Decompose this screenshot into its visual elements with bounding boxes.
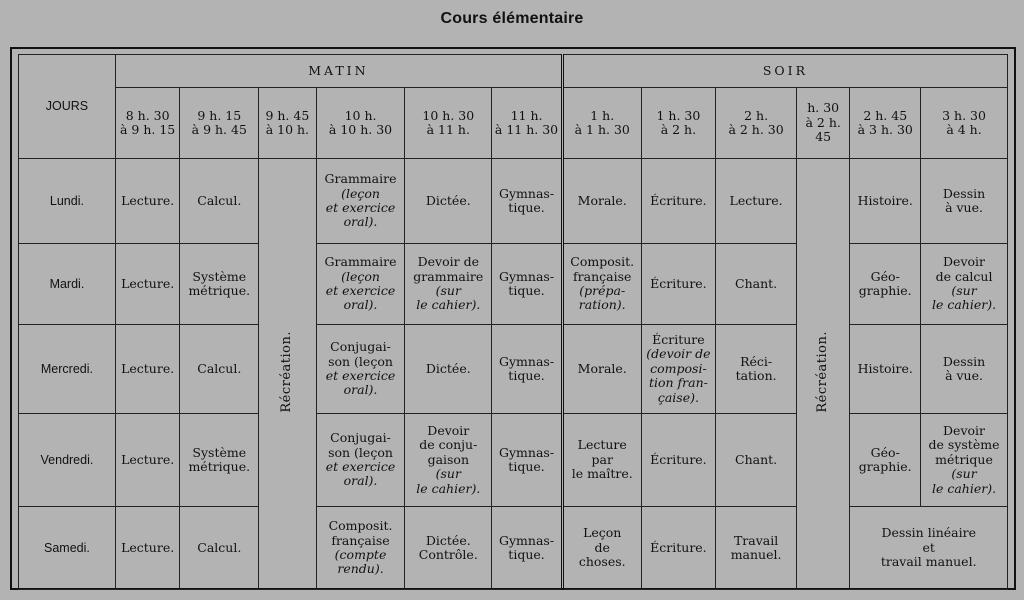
lesson-cell: Dessin à vue. xyxy=(921,325,1008,414)
lesson-cell: Grammaire (leçon et exercice oral). xyxy=(316,244,405,325)
lesson-cell: Dessin linéaire et travail manuel. xyxy=(850,507,1008,590)
time-slot: 2 h. 45 à 3 h. 30 xyxy=(850,88,921,159)
day-label: Mardi. xyxy=(19,244,116,325)
day-label: Vendredi. xyxy=(19,414,116,507)
day-label: Mercredi. xyxy=(19,325,116,414)
lesson-cell: Leçon de choses. xyxy=(562,507,641,590)
lesson-cell: Calcul. xyxy=(180,325,259,414)
lesson-cell: Lecture. xyxy=(716,159,797,244)
lesson-cell: Écriture. xyxy=(641,414,716,507)
matin-header: MATIN xyxy=(115,55,562,88)
lesson-cell: Lecture. xyxy=(115,244,180,325)
lesson-cell: Lecture. xyxy=(115,507,180,590)
lesson-cell: Chant. xyxy=(716,414,797,507)
lesson-cell: Histoire. xyxy=(850,325,921,414)
jours-header: JOURS xyxy=(19,55,116,159)
recreation-morning: Récréation. xyxy=(259,159,317,590)
lesson-cell: Devoir de grammaire (sur le cahier). xyxy=(405,244,492,325)
soir-header: SOIR xyxy=(562,55,1007,88)
lesson-cell: Écriture. xyxy=(641,507,716,590)
lesson-cell: Lecture. xyxy=(115,325,180,414)
lesson-cell: Dictée. Contrôle. xyxy=(405,507,492,590)
lesson-cell: Calcul. xyxy=(180,159,259,244)
lesson-cell: Composit. française (prépa- ration). xyxy=(562,244,641,325)
lesson-cell: Conjugai- son (leçon et exercice oral). xyxy=(316,414,405,507)
table-row xyxy=(19,507,1008,590)
lesson-cell: Dictée. xyxy=(405,159,492,244)
time-slot: 9 h. 15 à 9 h. 45 xyxy=(180,88,259,159)
time-slot: 3 h. 30 à 4 h. xyxy=(921,88,1008,159)
lesson-cell: Devoir de système métrique (sur le cahier). xyxy=(921,414,1008,507)
lesson-cell: Dictée. xyxy=(405,325,492,414)
lesson-cell: Géo- graphie. xyxy=(850,244,921,325)
lesson-cell: Gymnas- tique. xyxy=(492,244,563,325)
time-slot: 1 h. 30 à 2 h. xyxy=(641,88,716,159)
lesson-cell: Morale. xyxy=(562,159,641,244)
lesson-cell: Lecture par le maître. xyxy=(562,414,641,507)
lesson-cell: Travail manuel. xyxy=(716,507,797,590)
lesson-cell: Devoir de conju- gaison (sur le cahier). xyxy=(405,414,492,507)
lesson-cell: Gymnas- tique. xyxy=(492,159,563,244)
table-row xyxy=(19,244,1008,325)
lesson-cell: Lecture. xyxy=(115,159,180,244)
lesson-cell: Système métrique. xyxy=(180,414,259,507)
lesson-cell: Gymnas- tique. xyxy=(492,507,563,590)
lesson-cell: Conjugai- son (leçon et exercice oral). xyxy=(316,325,405,414)
lesson-cell: Géo- graphie. xyxy=(850,414,921,507)
lesson-cell: Écriture. xyxy=(641,244,716,325)
time-slot: 9 h. 45 à 10 h. xyxy=(259,88,317,159)
time-slot: h. 30 à 2 h. 45 xyxy=(796,88,849,159)
time-slot: 10 h. à 10 h. 30 xyxy=(316,88,405,159)
lesson-cell: Réci- tation. xyxy=(716,325,797,414)
lesson-cell: Écriture. xyxy=(641,159,716,244)
lesson-cell: Écriture (devoir de composi- tion fran- çaise). xyxy=(641,325,716,414)
lesson-cell: Grammaire (leçon et exercice oral). xyxy=(316,159,405,244)
lesson-cell: Calcul. xyxy=(180,507,259,590)
lesson-cell: Devoir de calcul (sur le cahier). xyxy=(921,244,1008,325)
time-slot: 2 h. à 2 h. 30 xyxy=(716,88,797,159)
day-label: Lundi. xyxy=(19,159,116,244)
table-row xyxy=(19,159,1008,244)
time-slot: 1 h. à 1 h. 30 xyxy=(562,88,641,159)
table-row xyxy=(19,325,1008,414)
lesson-cell: Histoire. xyxy=(850,159,921,244)
lesson-cell: Morale. xyxy=(562,325,641,414)
table-row xyxy=(19,414,1008,507)
lesson-cell: Composit. française (compte rendu). xyxy=(316,507,405,590)
time-slot: 10 h. 30 à 11 h. xyxy=(405,88,492,159)
recreation-evening: Récréation. xyxy=(796,159,849,590)
lesson-cell: Gymnas- tique. xyxy=(492,414,563,507)
lesson-cell: Dessin à vue. xyxy=(921,159,1008,244)
time-slot: 8 h. 30 à 9 h. 15 xyxy=(115,88,180,159)
lesson-cell: Gymnas- tique. xyxy=(492,325,563,414)
timetable xyxy=(18,54,1008,590)
lesson-cell: Lecture. xyxy=(115,414,180,507)
lesson-cell: Chant. xyxy=(716,244,797,325)
day-label: Samedi. xyxy=(19,507,116,590)
page-title: Cours élémentaire xyxy=(440,10,584,27)
lesson-cell: Système métrique. xyxy=(180,244,259,325)
time-slot: 11 h. à 11 h. 30 xyxy=(492,88,563,159)
